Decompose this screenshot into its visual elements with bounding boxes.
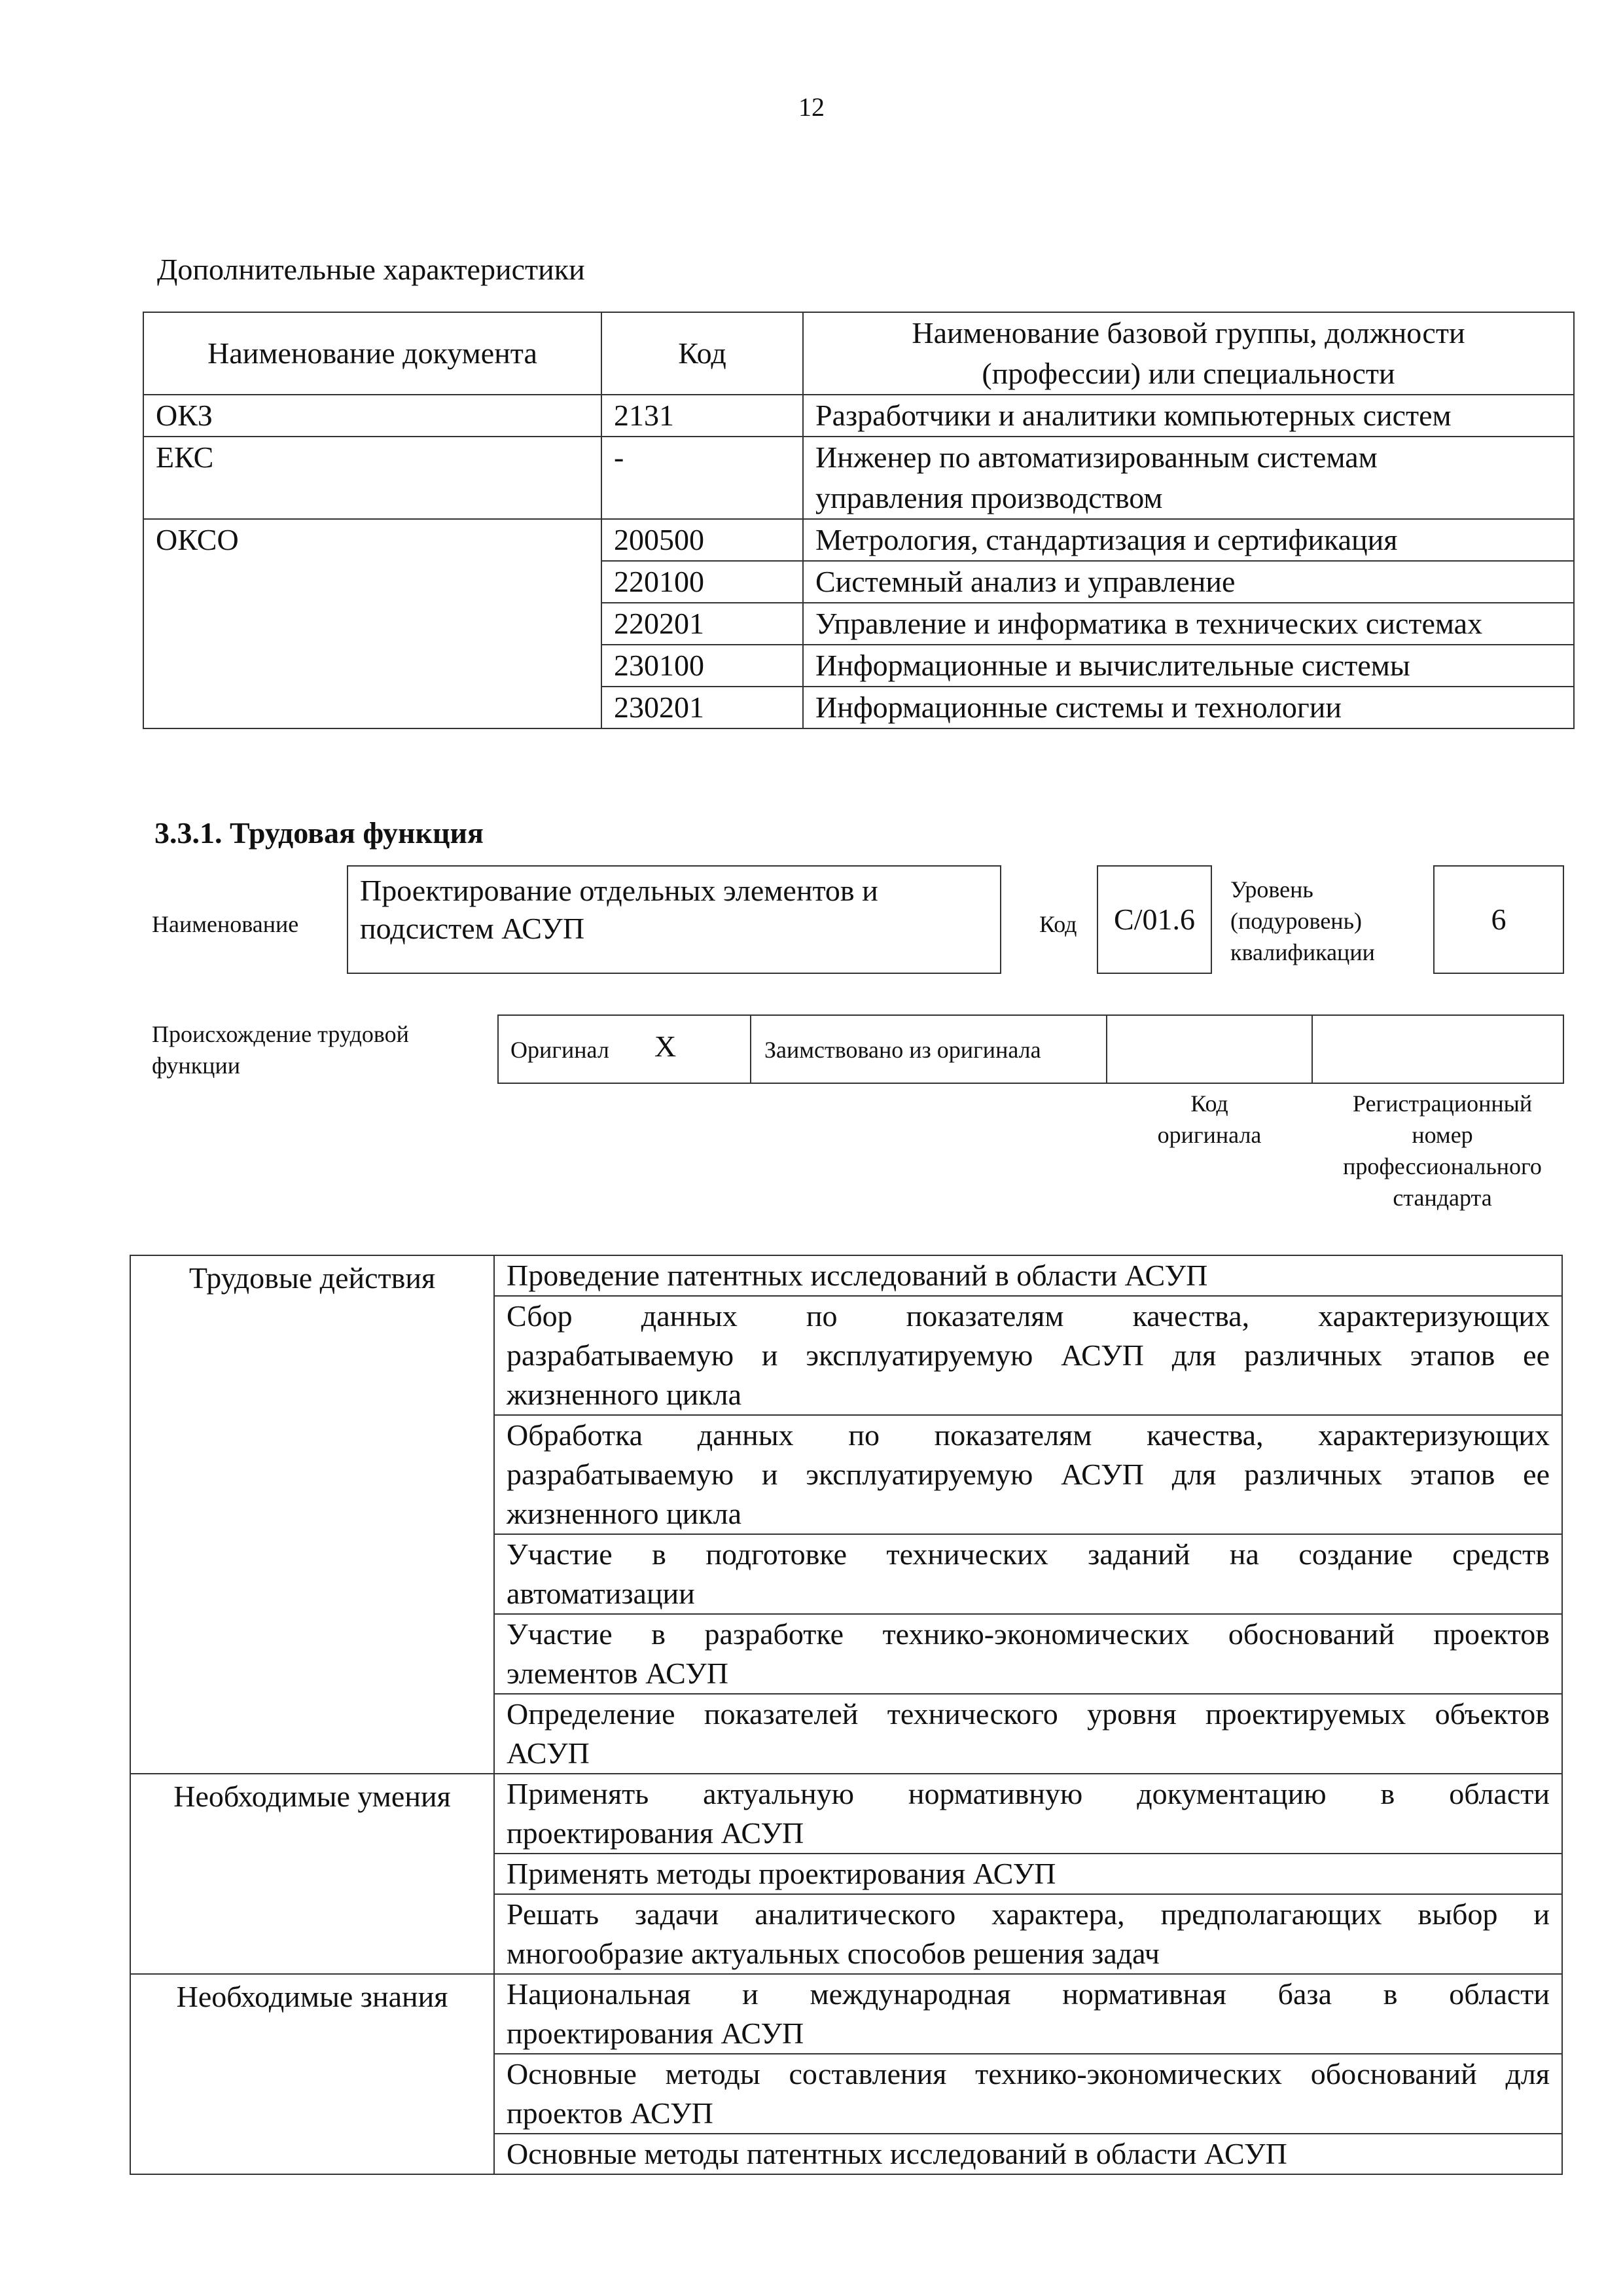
level-label-line: (подуровень) <box>1230 908 1362 934</box>
page-number: 12 <box>798 92 825 122</box>
labor-action-item <box>494 1534 1562 1614</box>
registration-number-caption <box>1305 1088 1580 1213</box>
header-code: Код <box>601 312 803 395</box>
function-name-box <box>347 865 1001 974</box>
item-line: элементов АСУП <box>507 1657 728 1690</box>
function-name-line: Проектирование отдельных элементов и <box>360 874 878 907</box>
name-cell: Управление и информатика в технических системах <box>803 603 1574 645</box>
code-cell: 230201 <box>601 687 803 728</box>
caption-line: номер <box>1412 1122 1473 1148</box>
origin-divider <box>750 1014 751 1084</box>
caption-line: профессионального <box>1343 1153 1542 1179</box>
labor-action-item <box>494 1255 1562 1296</box>
caption-line: Код <box>1190 1090 1228 1117</box>
origin-label-line: Происхождение трудовой <box>152 1021 409 1047</box>
code-cell: 220201 <box>601 603 803 645</box>
table-row <box>130 1774 1562 1854</box>
item-line: Определение показателей технического уровня проектируемых объектов <box>507 1697 1550 1731</box>
table-row <box>143 519 1574 561</box>
table-row <box>130 1255 1562 1296</box>
labor-actions-table <box>130 1255 1563 2175</box>
item-line: Обработка данных по показателям качества, характеризующих <box>507 1418 1550 1452</box>
header-document: Наименование документа <box>143 312 601 395</box>
name-cell: Разработчики и аналитики компьютерных систем <box>803 395 1574 437</box>
doc-cell: ЕКС <box>143 437 601 519</box>
item-line: разрабатываемую и эксплуатируемую АСУП для различных этапов ее <box>507 1338 1550 1372</box>
doc-cell: ОКЗ <box>143 395 601 437</box>
name-cell: Метрология, стандартизация и сертификация <box>803 519 1574 561</box>
skill-item <box>494 1894 1562 1974</box>
name-cell: Информационные системы и технологии <box>803 687 1574 728</box>
item-line: Сбор данных по показателям качества, характеризующих <box>507 1299 1550 1333</box>
item-line: Решать задачи аналитического характера, предполагающих выбор и <box>507 1897 1550 1931</box>
function-name-line: подсистем АСУП <box>360 912 585 945</box>
labor-action-item <box>494 1296 1562 1415</box>
section-title: 3.3.1. Трудовая функция <box>154 816 484 850</box>
item-line: Основные методы составления технико-экономических обоснований для <box>507 2057 1550 2090</box>
code-cell: 230100 <box>601 645 803 687</box>
caption-line: стандарта <box>1393 1185 1492 1211</box>
qualification-level-box: 6 <box>1433 865 1564 974</box>
code-label: Код <box>1039 911 1077 937</box>
item-line: проектирования АСУП <box>507 1816 804 1850</box>
origin-label-line: функции <box>152 1052 240 1079</box>
item-line: Проведение патентных исследований в области АСУП <box>507 1259 1208 1292</box>
caption-line: Регистрационный <box>1352 1090 1533 1117</box>
labor-action-item <box>494 1614 1562 1694</box>
required-skills-label: Необходимые умения <box>130 1774 494 1974</box>
table-header-row <box>143 312 1574 395</box>
name-cell: Информационные и вычислительные системы <box>803 645 1574 687</box>
original-mark: X <box>654 1030 677 1063</box>
header-name <box>803 312 1574 395</box>
origin-label <box>152 1018 409 1081</box>
table-row <box>143 395 1574 437</box>
name-line: Инженер по автоматизированным системам <box>815 440 1378 474</box>
item-line: Применять актуальную нормативную документацию в области <box>507 1777 1550 1810</box>
doc-cell: ОКСО <box>143 519 601 728</box>
labor-action-item <box>494 1415 1562 1534</box>
table-row <box>143 437 1574 519</box>
item-line: Применять методы проектирования АСУП <box>507 1857 1056 1890</box>
caption-line: оригинала <box>1157 1122 1262 1148</box>
origin-divider <box>1106 1014 1107 1084</box>
required-knowledge-label: Необходимые знания <box>130 1974 494 2174</box>
additional-characteristics-table <box>143 312 1575 729</box>
function-code-box: C/01.6 <box>1097 865 1212 974</box>
knowledge-item <box>494 1974 1562 2054</box>
labor-action-item <box>494 1694 1562 1774</box>
item-line: разрабатываемую и эксплуатируемую АСУП для различных этапов ее <box>507 1458 1550 1491</box>
name-line: управления производством <box>815 481 1163 514</box>
original-code-caption <box>1107 1088 1311 1151</box>
knowledge-item <box>494 2134 1562 2174</box>
item-line: Основные методы патентных исследований в области АСУП <box>507 2137 1287 2170</box>
header-name-line: (профессии) или специальности <box>982 357 1395 390</box>
skill-item <box>494 1774 1562 1854</box>
name-cell <box>803 437 1574 519</box>
item-line: жизненного цикла <box>507 1378 742 1411</box>
header-name-line: Наименование базовой группы, должности <box>912 316 1465 350</box>
item-line: автоматизации <box>507 1577 695 1610</box>
item-line: проектов АСУП <box>507 2096 713 2130</box>
table-row <box>130 1974 1562 2054</box>
skill-item <box>494 1854 1562 1894</box>
level-label-line: квалификации <box>1230 939 1375 965</box>
qualification-level-label <box>1230 874 1375 968</box>
code-cell: 200500 <box>601 519 803 561</box>
additional-characteristics-heading: Дополнительные характеристики <box>157 253 585 286</box>
item-line: проектирования АСУП <box>507 2017 804 2050</box>
item-line: многообразие актуальных способов решения задач <box>507 1937 1160 1970</box>
knowledge-item <box>494 2054 1562 2134</box>
code-cell: - <box>601 437 803 519</box>
origin-divider <box>1311 1014 1313 1084</box>
item-line: Участие в подготовке технических заданий на создание средств <box>507 1537 1550 1571</box>
code-cell: 220100 <box>601 561 803 603</box>
name-cell: Системный анализ и управление <box>803 561 1574 603</box>
item-line: АСУП <box>507 1736 590 1770</box>
name-label: Наименование <box>152 911 299 937</box>
borrowed-label: Заимствовано из оригинала <box>764 1037 1041 1063</box>
item-line: Участие в разработке технико-экономических обоснований проектов <box>507 1617 1550 1651</box>
labor-actions-label: Трудовые действия <box>130 1255 494 1774</box>
level-label-line: Уровень <box>1230 876 1313 903</box>
item-line: жизненного цикла <box>507 1497 742 1530</box>
original-label: Оригинал <box>510 1037 609 1063</box>
code-cell: 2131 <box>601 395 803 437</box>
item-line: Национальная и международная нормативная база в области <box>507 1977 1550 2011</box>
